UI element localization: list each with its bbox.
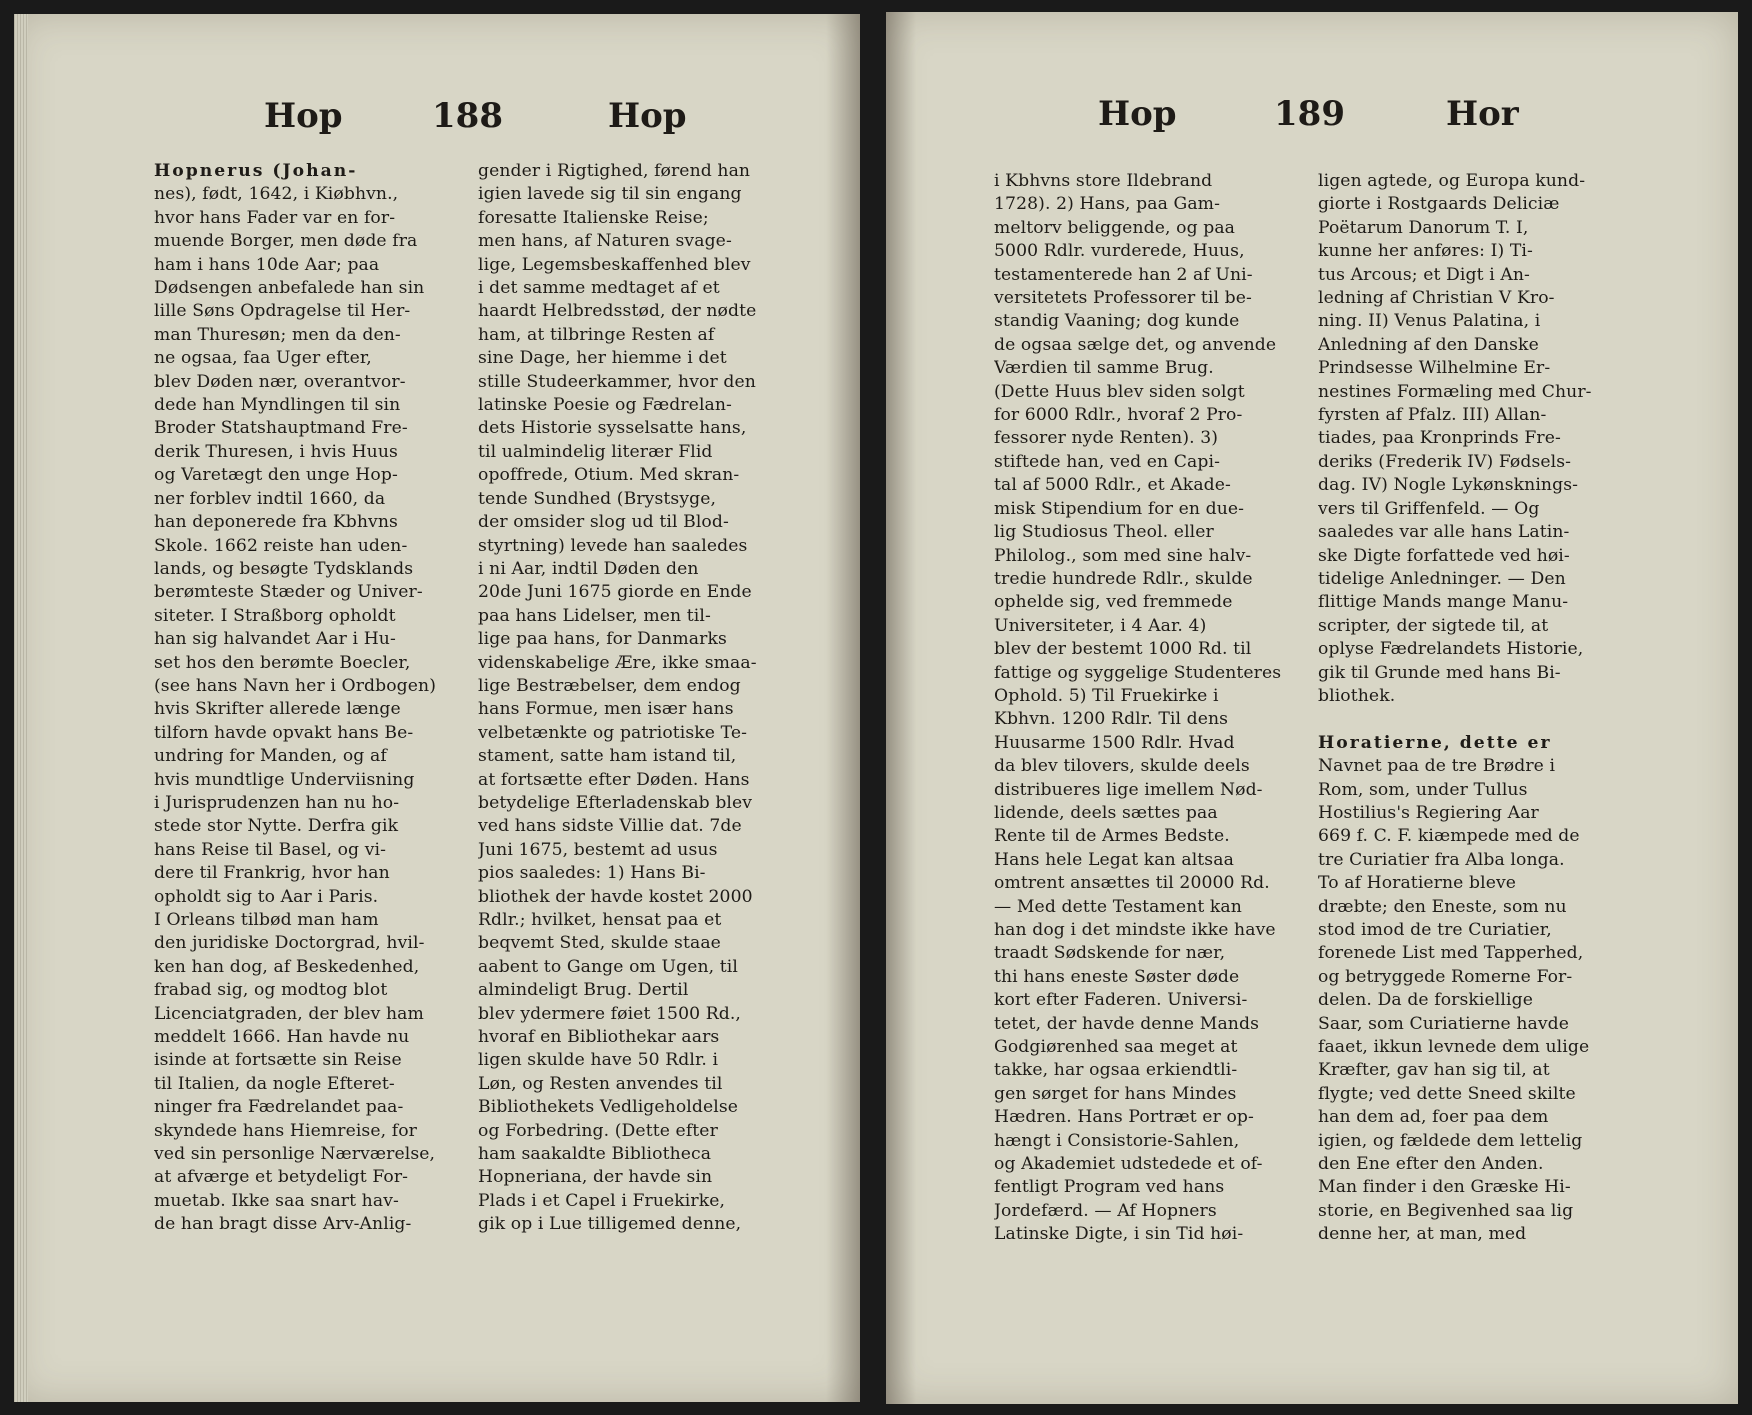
left-page-column-2 (478, 160, 794, 1237)
text-line: de ogsaa sælge det, og anvende (994, 334, 1277, 355)
text-line: pios saaledes: 1) Hans Bi- (478, 863, 706, 884)
text-line: ligen agtede, og Europa kund- (1318, 171, 1586, 191)
text-line: stament, satte ham istand til, (478, 746, 737, 767)
text-line: siteter. I Straßborg opholdt (154, 605, 396, 626)
text-line: thi hans eneste Søster døde (994, 966, 1240, 987)
text-line: 5000 Rdlr. vurderede, Huus, (994, 241, 1245, 262)
text-line: tredie hundrede Rdlr., skulde (994, 568, 1253, 589)
text-line: stede stor Nytte. Derfra gik (154, 816, 399, 837)
text-line: derik Thuresen, i hvis Huus (154, 441, 398, 462)
text-line: lidende, deels sættes paa (994, 802, 1218, 823)
text-line: ved hans sidste Villie dat. 7de (478, 816, 742, 837)
text-line: denne her, at man, med (1318, 1224, 1527, 1245)
text-line: — Med dette Testament kan (994, 896, 1242, 917)
page-edge (14, 14, 28, 1402)
text-line: deriks (Frederik IV) Fødsels- (1318, 451, 1572, 472)
text-line: Jordefærd. — Af Hopners (994, 1200, 1217, 1221)
text-line: ninger fra Fædrelandet paa- (154, 1097, 404, 1118)
text-line: lige paa hans, for Danmarks (478, 629, 727, 650)
text-line: Navnet paa de tre Brødre i (1318, 756, 1556, 777)
text-line: Kræfter, gav han sig til, at (1318, 1060, 1550, 1081)
text-line: flygte; ved dette Sneed skilte (1318, 1083, 1576, 1104)
text-line: hvor hans Fader var en for- (154, 207, 396, 228)
text-line: Hans hele Legat kan altsaa (994, 849, 1234, 870)
text-line: ledning af Christian V Kro- (1318, 288, 1555, 309)
text-line: oplyse Fædrelandets Historie, (1318, 639, 1584, 660)
text-line: ske Digte forfattede ved høi- (1318, 545, 1570, 566)
text-line: 20de Juni 1675 giorde en Ende (478, 582, 752, 603)
text-line: stiftede han, ved en Capi- (994, 451, 1220, 472)
text-line: og betryggede Romerne For- (1318, 966, 1573, 987)
text-line: ham i hans 10de Aar; paa (154, 254, 380, 275)
text-line: dræbte; den Eneste, som nu (1318, 896, 1567, 917)
text-line: de han bragt disse Arv-Anlig- (154, 1214, 412, 1235)
text-line: i Jurisprudenzen han nu ho- (154, 792, 400, 813)
text-line: ham, at tilbringe Resten af (478, 324, 715, 345)
text-line: stille Studeerkammer, hvor den (478, 371, 756, 392)
text-line: Plads i et Capel i Fruekirke, (478, 1190, 726, 1211)
text-line: stod imod de tre Curiatier, (1318, 920, 1552, 940)
text-line: dets Historie sysselsatte hans, (478, 418, 747, 439)
text-line: giorte i Rostgaards Deliciæ (1318, 194, 1560, 215)
text-line: dere til Frankrig, hvor han (154, 863, 390, 884)
text-line: Værdien til samme Brug. (994, 358, 1214, 379)
text-line: og Varetægt den unge Hop- (154, 465, 398, 486)
text-line: Rente til de Armes Bedste. (994, 826, 1230, 847)
text-line: Broder Statshauptmand Fre- (154, 418, 408, 439)
text-line: skyndede hans Hiemreise, for (154, 1120, 417, 1141)
text-line: tidelige Anledninger. — Den (1318, 568, 1566, 589)
text-line: (Dette Huus blev siden solgt (994, 381, 1245, 402)
text-line: til ualmindelig literær Flid (478, 441, 713, 462)
text-line: nestines Formæling med Chur- (1318, 381, 1592, 402)
text-line: Bibliothekets Vedligeholdelse (478, 1097, 739, 1118)
text-line: frabad sig, og modtog blot (154, 980, 388, 1001)
text-line: men hans, af Naturen svage- (478, 231, 732, 252)
text-line: han deponerede fra Kbhvns (154, 512, 398, 533)
text-line: dag. IV) Nogle Lykønsknings- (1318, 475, 1579, 496)
text-line: igien lavede sig til sin engang (478, 184, 742, 205)
text-line: den juridiske Doctorgrad, hvil- (154, 933, 425, 954)
text-line: han dog i det mindste ikke have (994, 920, 1276, 940)
text-line: faaet, ikkun levnede dem ulige (1318, 1037, 1590, 1058)
right-page-column-1 (994, 170, 1306, 1247)
text-line: lige Bestræbelser, dem endog (478, 675, 741, 696)
text-line: Ophold. 5) Til Fruekirke i (994, 685, 1219, 706)
text-line: da blev tilovers, skulde deels (994, 756, 1250, 777)
page-number: 189 (1274, 94, 1345, 134)
text-line: hans Reise til Basel, og vi- (154, 839, 387, 860)
text-line: saaledes var alle hans Latin- (1318, 522, 1570, 543)
text-line: sine Dage, her hiemme i det (478, 348, 727, 369)
text-line: traadt Sødskende for nær, (994, 943, 1226, 964)
text-line (1318, 708, 1634, 731)
right-page-column-2 (1318, 170, 1634, 1247)
text-line: ning. II) Venus Palatina, i (1318, 311, 1541, 332)
text-line: Poëtarum Danorum T. I, (1318, 217, 1529, 238)
text-line: versitetets Professorer til be- (994, 288, 1252, 309)
text-line: hvis mundtlige Underviisning (154, 769, 415, 790)
text-line: tal af 5000 Rdlr., et Akade- (994, 475, 1231, 496)
text-line: Prindsesse Wilhelmine Er- (1318, 358, 1551, 379)
text-line: muende Borger, men døde fra (154, 231, 418, 252)
text-line: Dødsengen anbefalede han sin (154, 278, 425, 299)
text-line: Hædren. Hans Portræt er op- (994, 1107, 1254, 1128)
text-line: Licenciatgraden, der blev ham (154, 1003, 424, 1024)
header-right-word: Hop (608, 96, 687, 136)
text-line: Anledning af den Danske (1318, 334, 1539, 355)
text-line: Horatierne, dette er (1318, 732, 1552, 753)
text-line: videnskabelige Ære, ikke smaa- (478, 652, 757, 673)
text-line: forenede List med Tapperhed, (1318, 943, 1584, 964)
text-line: misk Stipendium for en due- (994, 498, 1245, 519)
text-line: nes), født, 1642, i Kiøbhvn., (154, 184, 399, 205)
text-line: dede han Myndlingen til sin (154, 395, 401, 416)
text-line: distribueres lige imellem Nød- (994, 779, 1263, 800)
header-left-word: Hop (1098, 94, 1177, 134)
text-line: storie, en Begivenhed saa lig (1318, 1200, 1574, 1221)
text-line: han dem ad, foer paa dem (1318, 1107, 1549, 1128)
text-line: kunne her anføres: I) Ti- (1318, 241, 1533, 262)
book-gutter (886, 12, 916, 1404)
text-line: takke, har ogsaa erkiendtli- (994, 1060, 1238, 1081)
text-line: der omsider slog ud til Blod- (478, 512, 729, 533)
text-line: Skole. 1662 reiste han uden- (154, 535, 408, 556)
text-line: at fortsætte efter Døden. Hans (478, 769, 750, 790)
text-line: velbetænkte og patriotiske Te- (478, 722, 748, 743)
text-line: (see hans Navn her i Ordbogen) (154, 675, 437, 696)
text-line: ne ogsaa, faa Uger efter, (154, 348, 372, 369)
text-line: Kbhvn. 1200 Rdlr. Til dens (994, 709, 1229, 730)
text-line: fessorer nyde Renten). 3) (994, 428, 1219, 449)
text-line: og Akademiet udstedede et of- (994, 1154, 1263, 1175)
text-line: set hos den berømte Boecler, (154, 652, 411, 673)
text-line: ophelde sig, ved fremmede (994, 592, 1233, 613)
text-line: blev Døden nær, overantvor- (154, 371, 406, 392)
text-line: Godgiørenhed saa meget at (994, 1037, 1238, 1058)
text-line: 1728). 2) Hans, paa Gam- (994, 194, 1220, 215)
text-line: blev ydermere føiet 1500 Rd., (478, 1003, 741, 1024)
text-line: tiades, paa Kronprinds Fre- (1318, 428, 1561, 449)
text-line: tetet, der havde denne Mands (994, 1013, 1259, 1034)
text-line: tus Arcous; et Digt i An- (1318, 264, 1530, 285)
text-line: styrtning) levede han saaledes (478, 535, 748, 556)
text-line: Juni 1675, bestemt ad usus (478, 839, 718, 860)
text-line: lig Studiosus Theol. eller (994, 522, 1214, 543)
text-line: Philolog., som med sine halv- (994, 545, 1252, 566)
text-line: opholdt sig to Aar i Paris. (154, 886, 379, 907)
text-line: testamenterede han 2 af Uni- (994, 264, 1253, 285)
text-line: Rdlr.; hvilket, hensat paa et (478, 910, 722, 930)
text-line: ner forblev indtil 1660, da (154, 488, 386, 509)
text-line: hans Formue, men især hans (478, 699, 734, 720)
text-line: Latinske Digte, i sin Tid høi- (994, 1224, 1244, 1245)
text-line: hvoraf en Bibliothekar aars (478, 1027, 720, 1048)
text-line: Man finder i den Græske Hi- (1318, 1177, 1571, 1198)
text-line: ken han dog, af Beskedenhed, (154, 956, 420, 977)
text-line: i det samme medtaget af et (478, 278, 720, 299)
text-line: scripter, der sigtede til, at (1318, 615, 1549, 636)
page-number: 188 (432, 96, 503, 136)
text-line: gik op i Lue tilligemed denne, (478, 1214, 742, 1235)
text-line: ved sin personlige Nærværelse, (154, 1144, 436, 1165)
right-page (886, 12, 1738, 1404)
text-line: To af Horatierne bleve (1318, 873, 1517, 894)
text-line: latinske Poesie og Fædrelan- (478, 395, 732, 416)
text-line: bliothek der havde kostet 2000 (478, 886, 753, 907)
text-line: hængt i Consistorie-Sahlen, (994, 1130, 1240, 1151)
text-line: Løn, og Resten anvendes til (478, 1073, 723, 1094)
text-line: tilforn havde opvakt hans Be- (154, 722, 414, 743)
text-line: 669 f. C. F. kiæmpede med de (1318, 826, 1580, 847)
left-page (14, 14, 860, 1402)
text-line: Hopnerus (Johan- (154, 161, 358, 181)
text-line: meltorv beliggende, og paa (994, 217, 1236, 238)
text-line: Rom, som, under Tullus (1318, 779, 1528, 800)
text-line: betydelige Efterladenskab blev (478, 792, 753, 813)
text-line: tre Curiatier fra Alba longa. (1318, 849, 1565, 870)
text-line: fentligt Program ved hans (994, 1177, 1225, 1198)
text-line: vers til Griffenfeld. — Og (1318, 498, 1540, 519)
text-line: hvis Skrifter allerede længe (154, 699, 401, 720)
text-line: opoffrede, Otium. Med skran- (478, 465, 740, 486)
left-page-column-1 (154, 160, 466, 1237)
text-line: han sig halvandet Aar i Hu- (154, 629, 396, 650)
text-line: at afværge et betydeligt For- (154, 1167, 409, 1188)
text-line: i ni Aar, indtil Døden den (478, 558, 699, 579)
header-left-word: Hop (264, 96, 343, 136)
text-line: Hopneriana, der havde sin (478, 1167, 713, 1188)
text-line: flittige Mands mange Manu- (1318, 592, 1569, 613)
text-line: man Thuresøn; men da den- (154, 324, 401, 345)
text-line: meddelt 1666. Han havde nu (154, 1027, 410, 1048)
book-gutter (826, 14, 860, 1402)
text-line: undring for Manden, og af (154, 746, 387, 767)
text-line: muetab. Ikke saa snart hav- (154, 1190, 399, 1211)
text-line: aabent to Gange om Ugen, til (478, 956, 738, 977)
header-right-word: Hor (1446, 94, 1519, 134)
text-line: igien, og fældede dem lettelig (1318, 1130, 1583, 1151)
text-line: og Forbedring. (Dette efter (478, 1120, 718, 1141)
text-line: beqvemt Sted, skulde staae (478, 933, 721, 954)
text-line: I Orleans tilbød man ham (154, 910, 379, 930)
text-line: gender i Rigtighed, førend han (478, 161, 751, 181)
text-line: gik til Grunde med hans Bi- (1318, 662, 1561, 683)
text-line: for 6000 Rdlr., hvoraf 2 Pro- (994, 405, 1243, 426)
running-header (14, 96, 860, 156)
text-line: Hostilius's Regiering Aar (1318, 802, 1539, 823)
text-line: lille Søns Opdragelse til Her- (154, 301, 411, 322)
text-line: bliothek. (1318, 685, 1396, 706)
text-line: gen sørget for hans Mindes (994, 1083, 1237, 1104)
text-line: ligen skulde have 50 Rdlr. i (478, 1050, 719, 1071)
text-line: Huusarme 1500 Rdlr. Hvad (994, 732, 1235, 753)
text-line: blev der bestemt 1000 Rd. til (994, 639, 1252, 660)
text-line: ham saakaldte Bibliotheca (478, 1144, 712, 1165)
text-line: fyrsten af Pfalz. III) Allan- (1318, 405, 1547, 426)
text-line: til Italien, da nogle Efteret- (154, 1073, 395, 1094)
text-line: standig Vaaning; dog kunde (994, 311, 1240, 332)
running-header (886, 94, 1738, 154)
text-line: kort efter Faderen. Universi- (994, 990, 1248, 1011)
text-line: lige, Legemsbeskaffenhed blev (478, 254, 751, 275)
text-line: Universiteter, i 4 Aar. 4) (994, 615, 1207, 636)
text-line: isinde at fortsætte sin Reise (154, 1050, 402, 1071)
text-line: delen. Da de forskiellige (1318, 990, 1533, 1011)
text-line: i Kbhvns store Ildebrand (994, 171, 1213, 191)
text-line: lands, og besøgte Tydsklands (154, 558, 414, 579)
text-line: tende Sundhed (Brystsyge, (478, 488, 717, 509)
text-line: den Ene efter den Anden. (1318, 1154, 1544, 1175)
text-line: haardt Helbredsstød, der nødte (478, 301, 757, 322)
text-line: fattige og syggelige Studenteres (994, 662, 1282, 683)
text-line: Saar, som Curiatierne havde (1318, 1013, 1570, 1034)
text-line: omtrent ansættes til 20000 Rd. (994, 873, 1270, 894)
text-line: berømteste Stæder og Univer- (154, 582, 423, 603)
text-line: foresatte Italienske Reise; (478, 207, 709, 228)
text-line: paa hans Lidelser, men til- (478, 605, 711, 626)
text-line: almindeligt Brug. Dertil (478, 980, 689, 1001)
